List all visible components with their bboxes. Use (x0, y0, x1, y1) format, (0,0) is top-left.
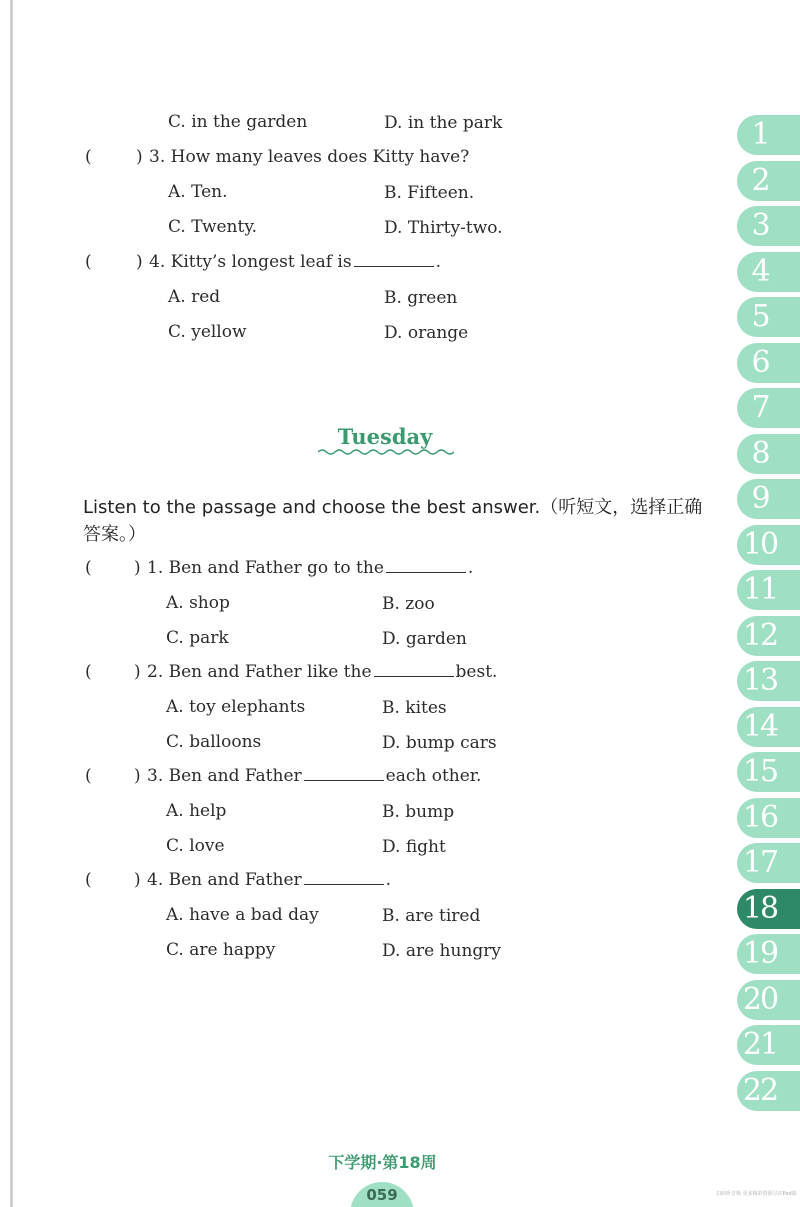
p2-q1-blank[interactable] (386, 558, 466, 573)
p2-q3-text-before: 3. Ben and Father (147, 766, 302, 786)
p2-q2-option-d: D. bump cars (382, 733, 497, 753)
p2-q4-option-a: A. have a bad day (166, 905, 319, 925)
week-tab-2[interactable] (737, 158, 800, 204)
q3-question: 3. How many leaves does Kitty have? (149, 147, 470, 167)
p2-q3-option-a: A. help (166, 801, 227, 821)
p2-q3-blank[interactable] (304, 766, 384, 781)
p2-q2-text-after: best. (455, 662, 498, 682)
p2-q2-option-b: B. kites (382, 698, 447, 718)
p2-q2-blank[interactable] (374, 662, 454, 677)
week-tab-label: 5 (751, 299, 769, 334)
q3-paren-close: ) (136, 147, 143, 167)
week-tab-label: 13 (742, 663, 778, 698)
week-tab-11[interactable] (737, 567, 800, 613)
week-tab-label: 16 (742, 799, 778, 835)
page-spine (10, 0, 13, 1207)
week-tab-label: 2 (751, 162, 769, 198)
week-tab-10[interactable] (737, 522, 800, 568)
q3-option-c: C. Twenty. (168, 217, 258, 237)
week-tab-label: 14 (742, 708, 778, 744)
p2-q1-option-d: D. garden (382, 629, 467, 649)
week-tab-22[interactable] (737, 1068, 800, 1114)
week-tab-label: 10 (742, 526, 778, 562)
q4-blank[interactable] (354, 252, 434, 267)
q3-paren-open: ( (85, 147, 92, 167)
week-tab-label: 1 (751, 117, 769, 152)
week-tab-9[interactable] (737, 476, 800, 522)
p2-q3-paren-close: ) (134, 766, 141, 786)
week-tab-21[interactable] (737, 1022, 800, 1068)
p2-q1-text-after: . (467, 558, 474, 578)
week-tab-label: 19 (742, 936, 778, 971)
week-tab-18[interactable] (737, 886, 800, 932)
q4-paren-close: ) (136, 252, 143, 272)
week-tab-label: 17 (742, 845, 778, 880)
footer-label: 下学期·第18周 (328, 1153, 437, 1172)
week-tab-7[interactable] (737, 385, 800, 431)
p2-q3-option-c: C. love (166, 836, 225, 856)
p2-q2-question (147, 661, 497, 683)
week-tab-label: 12 (742, 617, 778, 653)
p2-q2-option-a: A. toy elephants (166, 697, 306, 717)
p2-q4-paren-open: ( (85, 870, 92, 890)
week-tab-label: 22 (742, 1072, 778, 1108)
week-tab-15[interactable] (737, 749, 800, 795)
week-tab-16[interactable] (737, 795, 800, 841)
q4-paren-open: ( (85, 252, 92, 272)
p2-q1-question (147, 557, 473, 579)
week-tab-3[interactable] (737, 203, 800, 249)
q4-text-before: 4. Kitty’s longest leaf is (149, 252, 352, 272)
p2-q2-paren-close: ) (134, 662, 141, 682)
week-tab-12[interactable] (737, 613, 800, 659)
p2-q3-text-after: each other. (385, 766, 482, 786)
week-tab-8[interactable] (737, 431, 800, 477)
week-tab-label: 15 (742, 754, 778, 789)
q4-question (149, 251, 441, 273)
p2-q2-paren-open: ( (85, 662, 92, 682)
p2-q3-option-d: D. fight (382, 837, 446, 857)
p2-q4-option-d: D. are hungry (382, 941, 502, 961)
q4-text-after: . (435, 252, 441, 272)
week-tab-label: 20 (742, 981, 778, 1017)
p2-q1-paren-close: ) (134, 558, 141, 578)
week-tab-label: 21 (742, 1027, 778, 1062)
q4-option-a: A. red (168, 287, 221, 307)
footer-tiny-note: 扫码听音频 更多精彩资源尽在Pad端 (716, 1191, 797, 1197)
q4-option-d: D. orange (384, 323, 469, 343)
week-tab-19[interactable] (737, 931, 800, 977)
week-tab-4[interactable] (737, 249, 800, 295)
week-tab-20[interactable] (737, 977, 800, 1023)
p2-q2-text-before: 2. Ben and Father like the (147, 662, 372, 682)
section-title: Tuesday (337, 424, 433, 449)
week-tab-label: 8 (751, 435, 769, 471)
week-tab-17[interactable] (737, 840, 800, 886)
q4-option-b: B. green (384, 288, 458, 308)
p2-q2-option-c: C. balloons (166, 732, 262, 752)
p2-q1-option-c: C. park (166, 628, 229, 648)
page-number: 059 (366, 1186, 398, 1204)
week-tab-5[interactable] (737, 294, 800, 340)
q2-option-c: C. in the garden (168, 112, 308, 132)
p2-q4-option-b: B. are tired (382, 906, 481, 926)
p2-q3-paren-open: ( (85, 766, 92, 786)
week-tab-14[interactable] (737, 704, 800, 750)
q4-option-c: C. yellow (168, 322, 247, 342)
week-tab-label: 7 (751, 390, 769, 425)
p2-q1-paren-open: ( (85, 558, 92, 578)
p2-q4-blank[interactable] (304, 870, 384, 885)
week-tab-6[interactable] (737, 340, 800, 386)
week-tabs (737, 112, 800, 1113)
p2-q3-question (147, 765, 481, 787)
title-wave-underline (318, 447, 454, 457)
p2-q1-option-b: B. zoo (382, 594, 435, 614)
p2-q3-option-b: B. bump (382, 802, 455, 822)
week-tab-label: 4 (751, 253, 769, 289)
p2-q1-text-before: 1. Ben and Father go to the (147, 558, 384, 578)
q3-option-a: A. Ten. (168, 182, 228, 202)
week-tab-label: 18 (742, 890, 778, 926)
week-tab-1[interactable] (737, 112, 800, 158)
week-tab-label: 3 (751, 208, 769, 243)
p2-q4-paren-close: ) (134, 870, 141, 890)
week-tab-label: 6 (751, 344, 769, 380)
p2-q4-text-after: . (385, 870, 392, 890)
q2-option-d: D. in the park (384, 113, 503, 133)
p2-q4-option-c: C. are happy (166, 940, 276, 960)
q3-option-b: B. Fifteen. (384, 183, 475, 203)
q3-option-d: D. Thirty-two. (384, 218, 503, 238)
p2-q1-option-a: A. shop (166, 593, 230, 613)
p2-q4-text-before: 4. Ben and Father (147, 870, 302, 890)
week-tab-label: 9 (751, 481, 769, 516)
week-tab-13[interactable] (737, 658, 800, 704)
week-tab-label: 11 (742, 572, 778, 607)
p2-q4-question (147, 869, 391, 891)
section-instruction: Listen to the passage and choose the best answer.（听短文，选择正确答案。） (83, 497, 703, 545)
